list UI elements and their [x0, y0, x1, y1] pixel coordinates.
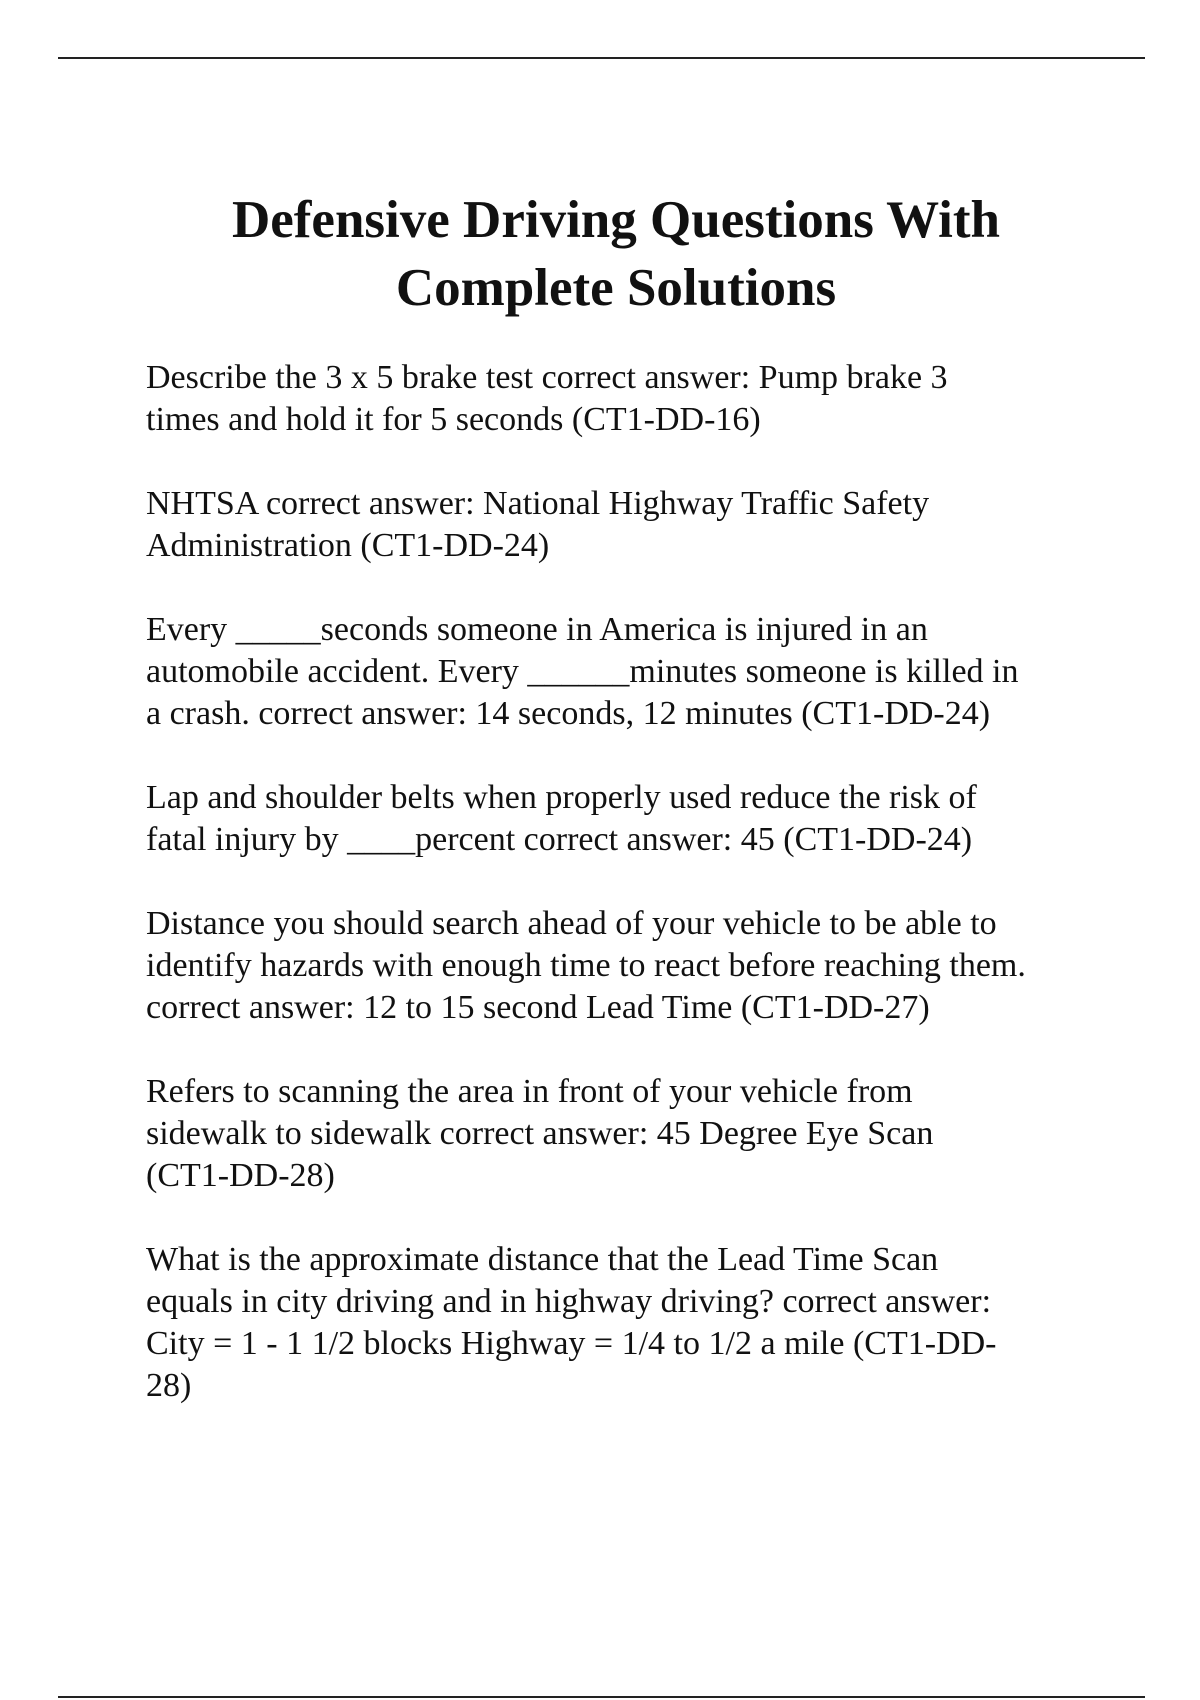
qa-line: identify hazards with enough time to react before reaching them. [146, 947, 1026, 984]
qa-line: Lap and shoulder belts when properly used reduce the risk of [146, 779, 977, 816]
qa-line: Every _____seconds someone in America is injured in an [146, 611, 928, 648]
header-rule [58, 57, 1145, 59]
qa-line: Describe the 3 x 5 brake test correct answer: Pump brake 3 [146, 359, 948, 396]
qa-line: correct answer: 12 to 15 second Lead Time (CT1-DD-27) [146, 989, 930, 1026]
qa-item-accident-stats [146, 609, 1106, 735]
qa-line: (CT1-DD-28) [146, 1157, 335, 1194]
qa-item-lead-time [146, 903, 1106, 1029]
qa-line: Refers to scanning the area in front of your vehicle from [146, 1073, 913, 1110]
question-list [146, 357, 1106, 1449]
qa-line: a crash. correct answer: 14 seconds, 12 minutes (CT1-DD-24) [146, 695, 991, 732]
footer-rule [58, 1696, 1145, 1698]
qa-item-brake-test [146, 357, 1106, 441]
qa-line: Distance you should search ahead of your vehicle to be able to [146, 905, 997, 942]
title-line: Complete Solutions [395, 259, 837, 317]
qa-line: 28) [146, 1367, 192, 1404]
title-line: Defensive Driving Questions With [231, 191, 1001, 249]
qa-line: fatal injury by ____percent correct answer: 45 (CT1-DD-24) [146, 821, 973, 858]
qa-item-eye-scan [146, 1071, 1106, 1197]
qa-line: Administration (CT1-DD-24) [146, 527, 550, 564]
qa-line: automobile accident. Every ______minutes someone is killed in [146, 653, 1019, 690]
qa-line: equals in city driving and in highway driving? correct answer: [146, 1283, 992, 1320]
qa-line: sidewalk to sidewalk correct answer: 45 Degree Eye Scan [146, 1115, 934, 1152]
qa-item-nhtsa [146, 483, 1106, 567]
qa-item-scan-distance [146, 1239, 1106, 1407]
qa-line: City = 1 - 1 1/2 blocks Highway = 1/4 to 1/2 a mile (CT1-DD- [146, 1325, 997, 1362]
qa-line: NHTSA correct answer: National Highway Traffic Safety [146, 485, 930, 522]
qa-line: What is the approximate distance that the Lead Time Scan [146, 1241, 939, 1278]
qa-item-seat-belts [146, 777, 1106, 861]
qa-line: times and hold it for 5 seconds (CT1-DD-16) [146, 401, 761, 438]
document-title [100, 186, 1132, 322]
